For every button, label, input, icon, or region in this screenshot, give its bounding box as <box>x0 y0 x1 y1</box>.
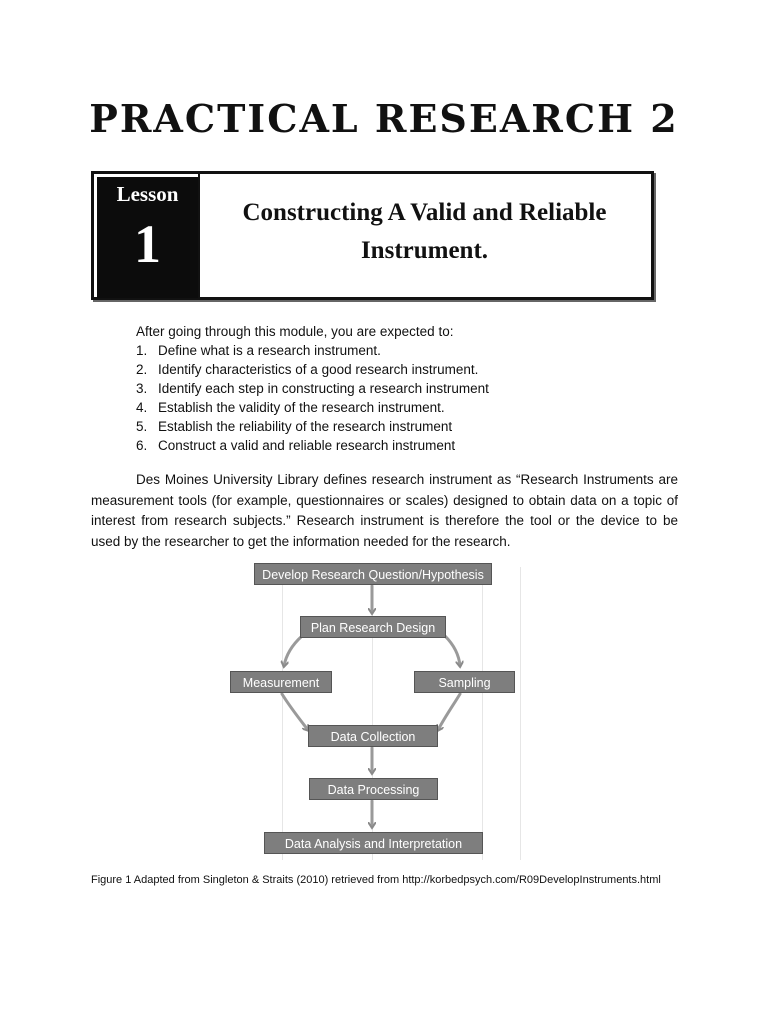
objectives-section <box>136 322 489 455</box>
list-item-text: Construct a valid and reliable research instrument <box>158 438 456 453</box>
lesson-title-line-2: Instrument. <box>360 237 489 264</box>
lesson-divider <box>198 174 200 297</box>
objectives-list <box>136 341 489 455</box>
list-item <box>136 417 489 436</box>
list-item-text: Identify characteristics of a good research instrument. <box>158 362 479 377</box>
figure-caption: Figure 1 Adapted from Singleton & Straits (2010) retrieved from http://korbedpsych.com/R09DevelopInstruments.html <box>91 874 661 886</box>
list-item-text: Establish the validity of the research instrument. <box>158 400 445 415</box>
objectives-intro: After going through this module, you are expected to: <box>136 324 454 339</box>
list-item-number: 6. <box>136 438 148 453</box>
flow-step-develop: Develop Research Question/Hypothesis <box>254 563 492 585</box>
list-item <box>136 379 489 398</box>
flow-step-measurement: Measurement <box>230 671 332 693</box>
page-title: PRACTICAL RESEARCH 2 <box>89 96 679 141</box>
arrow-sampling-to-collection <box>438 694 460 730</box>
list-item-text: Define what is a research instrument. <box>158 343 381 358</box>
list-item-number: 3. <box>136 381 148 396</box>
list-item <box>136 360 489 379</box>
flowchart-arrows <box>220 555 530 860</box>
flow-step-sampling: Sampling <box>414 671 515 693</box>
list-item <box>136 398 489 417</box>
flow-step-analysis: Data Analysis and Interpretation <box>264 832 483 854</box>
list-item-number: 4. <box>136 400 148 415</box>
arrow-plan-to-measurement <box>284 636 302 666</box>
list-item-text: Establish the reliability of the research instrument <box>158 419 453 434</box>
lesson-number: 1 <box>134 214 161 274</box>
lesson-label: Lesson <box>116 182 179 206</box>
definition-paragraph: Des Moines University Library defines research instrument as “Research Instruments are measurement tools (for example, questionnaires or scales) designed to obtain data on a topic of interest from research subjects.” Research instrument is therefore the tool or the device to be used by the researcher to get the information needed for the research. <box>91 472 678 549</box>
list-item-text: Identify each step in constructing a research instrument <box>158 381 489 396</box>
flow-step-processing: Data Processing <box>309 778 438 800</box>
list-item <box>136 341 489 360</box>
list-item-number: 2. <box>136 362 148 377</box>
lesson-title <box>202 194 647 270</box>
list-item <box>136 436 489 455</box>
arrow-measurement-to-collection <box>282 694 308 730</box>
arrow-plan-to-sampling <box>445 636 460 666</box>
list-item-number: 1. <box>136 343 148 358</box>
list-item-number: 5. <box>136 419 148 434</box>
lesson-badge <box>97 177 198 298</box>
lesson-title-line-1: Constructing A Valid and Reliable <box>242 199 607 226</box>
flow-step-plan: Plan Research Design <box>300 616 446 638</box>
flow-step-collection: Data Collection <box>308 725 438 747</box>
research-process-flowchart <box>220 555 530 860</box>
lesson-header-box <box>91 171 654 300</box>
